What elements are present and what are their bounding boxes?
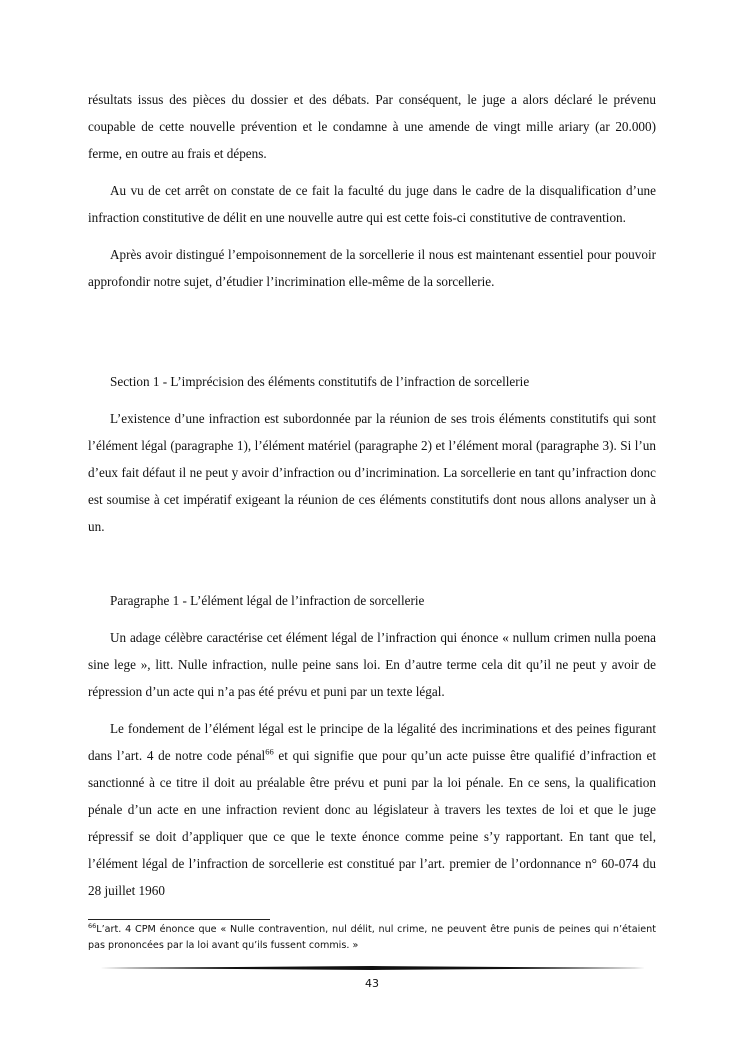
footnote-number: 66	[88, 921, 97, 930]
footnote	[88, 922, 656, 954]
paragraph-1: résultats issus des pièces du dossier et des débats. Par conséquent, le juge a alors déclaré le prévenu coupable de cette nouvelle prévention et le condamne à une amende de vingt mille ariary (ar 20.000) ferme, en outre au frais et dépens.	[88, 92, 656, 161]
paragraph-heading: Paragraphe 1 - L’élément légal de l’infraction de sorcellerie	[110, 593, 425, 608]
paragraph-block	[88, 587, 656, 914]
section-block	[88, 368, 656, 550]
paragraph-2: Au vu de cet arrêt on constate de ce fait la faculté du juge dans le cadre de la disqualification d’une infraction constitutive de délit en une nouvelle autre qui est cette fois-ci constitutive de contravention.	[88, 183, 656, 225]
paragraph-6-text-a: Le fondement de l’élément légal est le principe de la légalité des incriminations et des peines figurant dans l’art. 4 de notre code pénal	[88, 721, 656, 763]
paragraph-4: L’existence d’une infraction est subordonnée par la réunion de ses trois éléments constitutifs qui sont l’élément légal (paragraphe 1), l’élément matériel (paragraphe 2) et l’élément moral (paragraphe 3). Si l’un d’eux fait défaut il ne peut y avoir d’infraction ou d’incrimination. La sorcellerie en tant qu’infraction donc est soumise à cet impératif exigeant la réunion de ces éléments constitutifs dont nous allons analyser un à un.	[88, 411, 656, 534]
footnote-text: L’art. 4 CPM énonce que « Nulle contravention, nul délit, nul crime, ne peuvent être punis de peines qui n’étaient pas prononcées par la loi avant qu’ils fussent commis. »	[88, 924, 656, 951]
footnote-separator	[88, 919, 270, 920]
paragraph-6	[88, 715, 656, 904]
body-text	[88, 86, 656, 305]
paragraph-5: Un adage célèbre caractérise cet élément légal de l’infraction qui énonce « nullum crimen nulla poena sine lege », litt. Nulle infraction, nulle peine sans loi. En d’autre terme cela dit qu’il ne peut y avoir de répression d’un acte qui n’a pas été prévu et puni par un texte légal.	[88, 630, 656, 699]
footer-rule	[100, 966, 645, 970]
footnote-reference[interactable]: 66	[265, 746, 274, 757]
paragraph-3: Après avoir distingué l’empoisonnement de la sorcellerie il nous est maintenant essentiel pour pouvoir approfondir notre sujet, d’étudier l’incrimination elle-même de la sorcellerie.	[88, 247, 656, 289]
paragraph-6-text-b: et qui signifie que pour qu’un acte puisse être qualifié d’infraction et sanctionné à ce titre il doit au préalable être prévu et puni par la loi pénale. En ce sens, la qualification pénale d’un acte en une infraction revient donc au législateur à travers les textes de loi et que le juge répressif se doit d’appliquer que ce que le texte énonce comme peine s’y rapportant. En tant que tel, l’élément légal de l’infraction de sorcellerie est constitué par l’art. premier de l’ordonnance n° 60-074 du 28 juillet 1960	[88, 748, 656, 898]
page-number: 43	[365, 977, 379, 990]
section-heading: Section 1 - L’imprécision des éléments constitutifs de l’infraction de sorcellerie	[110, 374, 530, 389]
